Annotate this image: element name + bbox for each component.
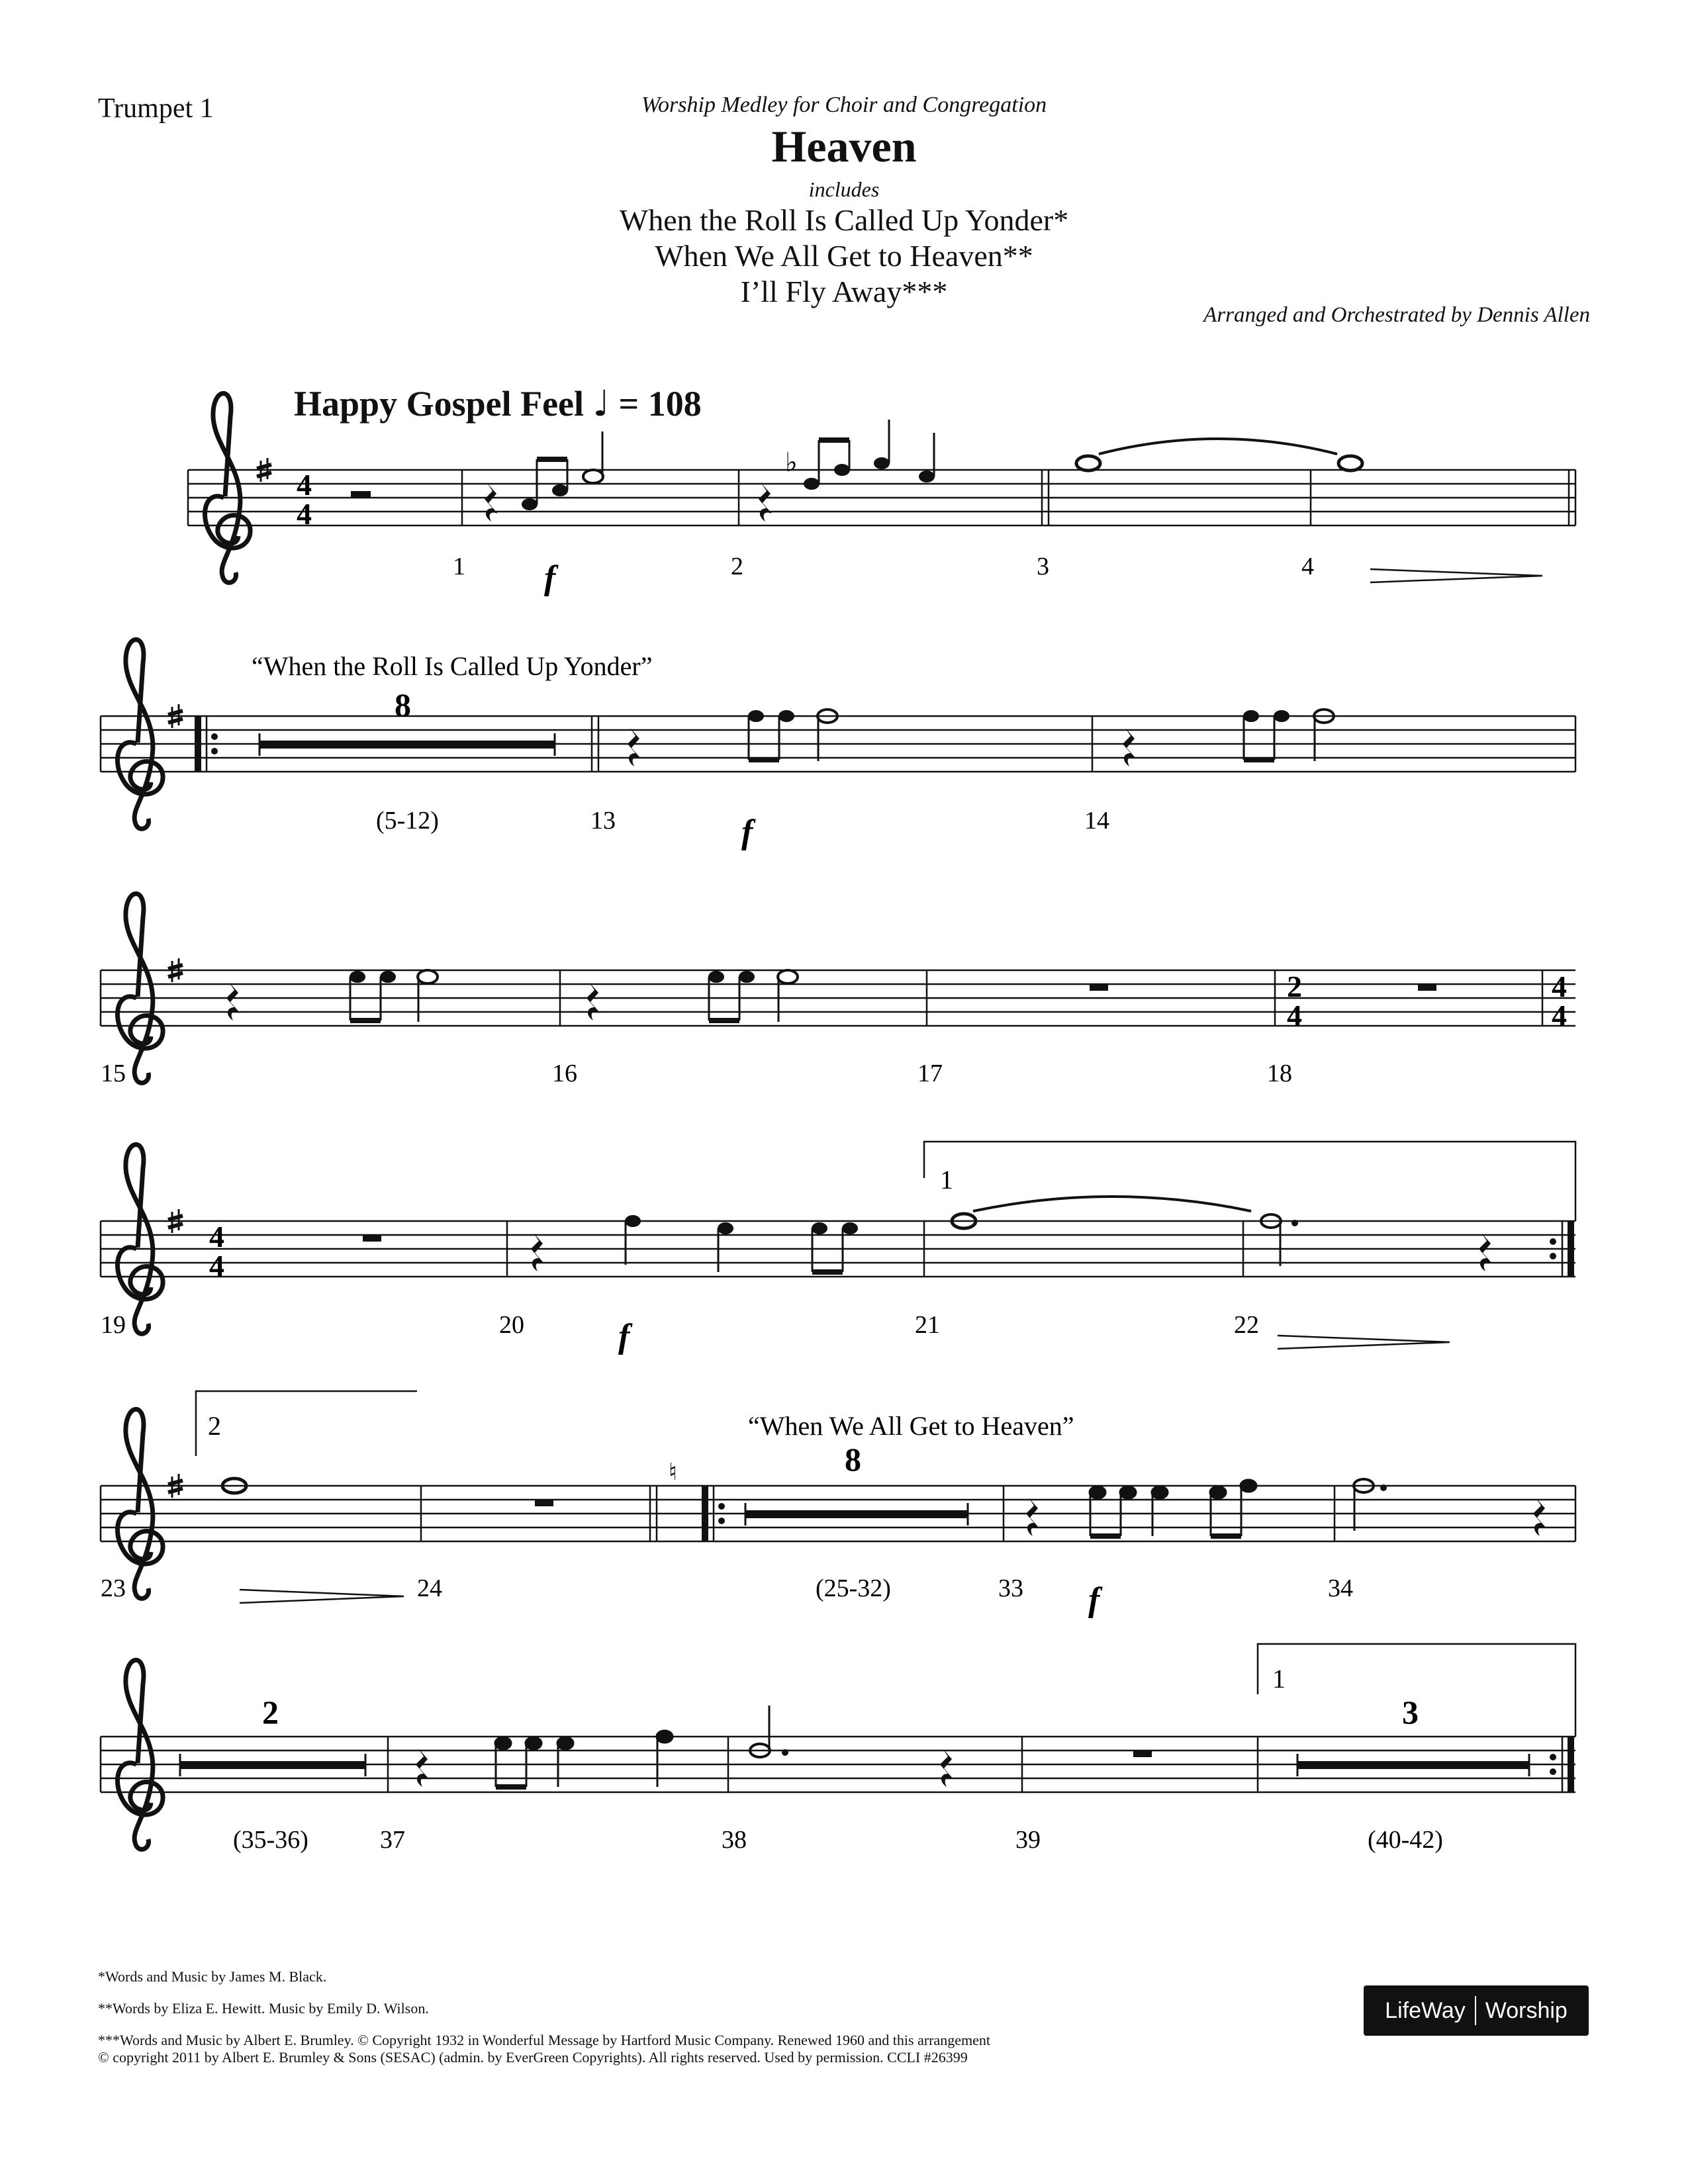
song-title-2: When We All Get to Heaven** — [655, 239, 1033, 273]
svg-text:8: 8 — [845, 1441, 861, 1478]
svg-text:f: f — [618, 1318, 630, 1355]
logo-left: LifeWay — [1385, 1997, 1466, 2023]
logo-right: Worship — [1485, 1997, 1568, 2023]
svg-text:13: 13 — [590, 807, 616, 835]
measure-number: 3 — [1037, 553, 1049, 580]
includes-label: includes — [808, 177, 880, 201]
svg-text:2: 2 — [1287, 970, 1302, 1003]
svg-text:15: 15 — [101, 1060, 126, 1087]
ending-number: 2 — [208, 1411, 221, 1441]
tempo-value: = 108 — [618, 384, 702, 424]
flat-icon: ♭ — [785, 447, 798, 477]
whole-rest-icon — [1090, 984, 1108, 991]
dynamic-forte: f — [544, 559, 556, 597]
svg-text:17: 17 — [917, 1060, 943, 1087]
section-label-roll: “When the Roll Is Called Up Yonder” — [252, 651, 653, 681]
tempo-text: Happy Gospel Feel — [294, 384, 585, 424]
medley-subtitle: Worship Medley for Choir and Congregation — [641, 93, 1047, 117]
time-sig-top: 4 — [297, 468, 312, 502]
time-sig-bottom: 4 — [297, 497, 312, 531]
half-rest-icon — [351, 491, 371, 498]
song-title-1: When the Roll Is Called Up Yonder* — [619, 203, 1069, 237]
ending-number: 1 — [940, 1165, 953, 1195]
svg-text:16: 16 — [552, 1060, 577, 1087]
footnote-2: **Words by Eliza E. Hewitt. Music by Emily D. Wilson. — [98, 2000, 429, 2017]
svg-text:4: 4 — [1552, 999, 1567, 1032]
staff-system-3 — [101, 893, 1575, 1087]
svg-text:24: 24 — [417, 1574, 442, 1602]
footnote-4: © copyright 2011 by Albert E. Brumley & Sons (SESAC) (admin. by EverGreen Copyrights). All rights reserved. Used by permission. CCLI #26399 — [98, 2049, 968, 2066]
svg-text:22: 22 — [1234, 1311, 1259, 1339]
section-label-heaven: “When We All Get to Heaven” — [748, 1411, 1074, 1441]
svg-text:23: 23 — [101, 1574, 126, 1602]
svg-text:37: 37 — [380, 1826, 405, 1854]
multirest-count: 8 — [395, 686, 411, 723]
footnote-3: ***Words and Music by Albert E. Brumley. © Copyright 1932 in Wonderful Message by Hartford Music Company. Renewed 1960 and this arrangement — [98, 2032, 991, 2048]
measure-number: 4 — [1301, 553, 1314, 580]
svg-text:4: 4 — [1552, 970, 1567, 1003]
quarter-rest-icon — [485, 483, 498, 522]
svg-text:4: 4 — [209, 1220, 224, 1253]
measure-number: 1 — [453, 553, 465, 580]
svg-text:2: 2 — [262, 1694, 279, 1731]
svg-text:14: 14 — [1084, 807, 1109, 835]
quarter-note-icon: ♩ — [592, 383, 610, 424]
staff-system-2 — [101, 639, 1575, 851]
piece-title: Heaven — [771, 121, 917, 171]
svg-text:f: f — [741, 813, 753, 851]
svg-text:21: 21 — [915, 1311, 940, 1339]
svg-text:3: 3 — [1402, 1694, 1419, 1731]
svg-text:f: f — [1088, 1581, 1100, 1619]
measure-number: 2 — [731, 553, 743, 580]
svg-text:4: 4 — [209, 1249, 224, 1283]
treble-clef-icon — [205, 393, 251, 582]
staff-system-6 — [101, 1644, 1575, 1854]
svg-text:4: 4 — [1287, 999, 1302, 1032]
song-title-3: I’ll Fly Away*** — [740, 275, 948, 308]
svg-text:(5-12): (5-12) — [376, 807, 439, 835]
svg-text:(40-42): (40-42) — [1368, 1826, 1443, 1854]
svg-text:18: 18 — [1267, 1060, 1292, 1087]
natural-icon: ♮ — [669, 1459, 677, 1485]
svg-text:33: 33 — [998, 1574, 1023, 1602]
footnote-1: *Words and Music by James M. Black. — [98, 1968, 327, 1985]
publisher-logo — [1364, 1985, 1589, 2036]
staff-system-1 — [188, 393, 1575, 597]
svg-text:(25-32): (25-32) — [816, 1574, 891, 1602]
svg-text:(35-36): (35-36) — [233, 1826, 308, 1854]
svg-text:34: 34 — [1328, 1574, 1353, 1602]
svg-text:39: 39 — [1015, 1826, 1041, 1854]
staff-system-5 — [101, 1391, 1575, 1619]
logo-divider — [1475, 1996, 1476, 2025]
instrument-name: Trumpet 1 — [98, 93, 214, 124]
ending-number: 1 — [1272, 1664, 1286, 1694]
svg-text:19: 19 — [101, 1311, 126, 1339]
staff-system-4 — [101, 1142, 1575, 1355]
svg-text:20: 20 — [499, 1311, 524, 1339]
arranger-credit: Arranged and Orchestrated by Dennis Allen — [1203, 303, 1590, 327]
svg-text:38: 38 — [722, 1826, 747, 1854]
